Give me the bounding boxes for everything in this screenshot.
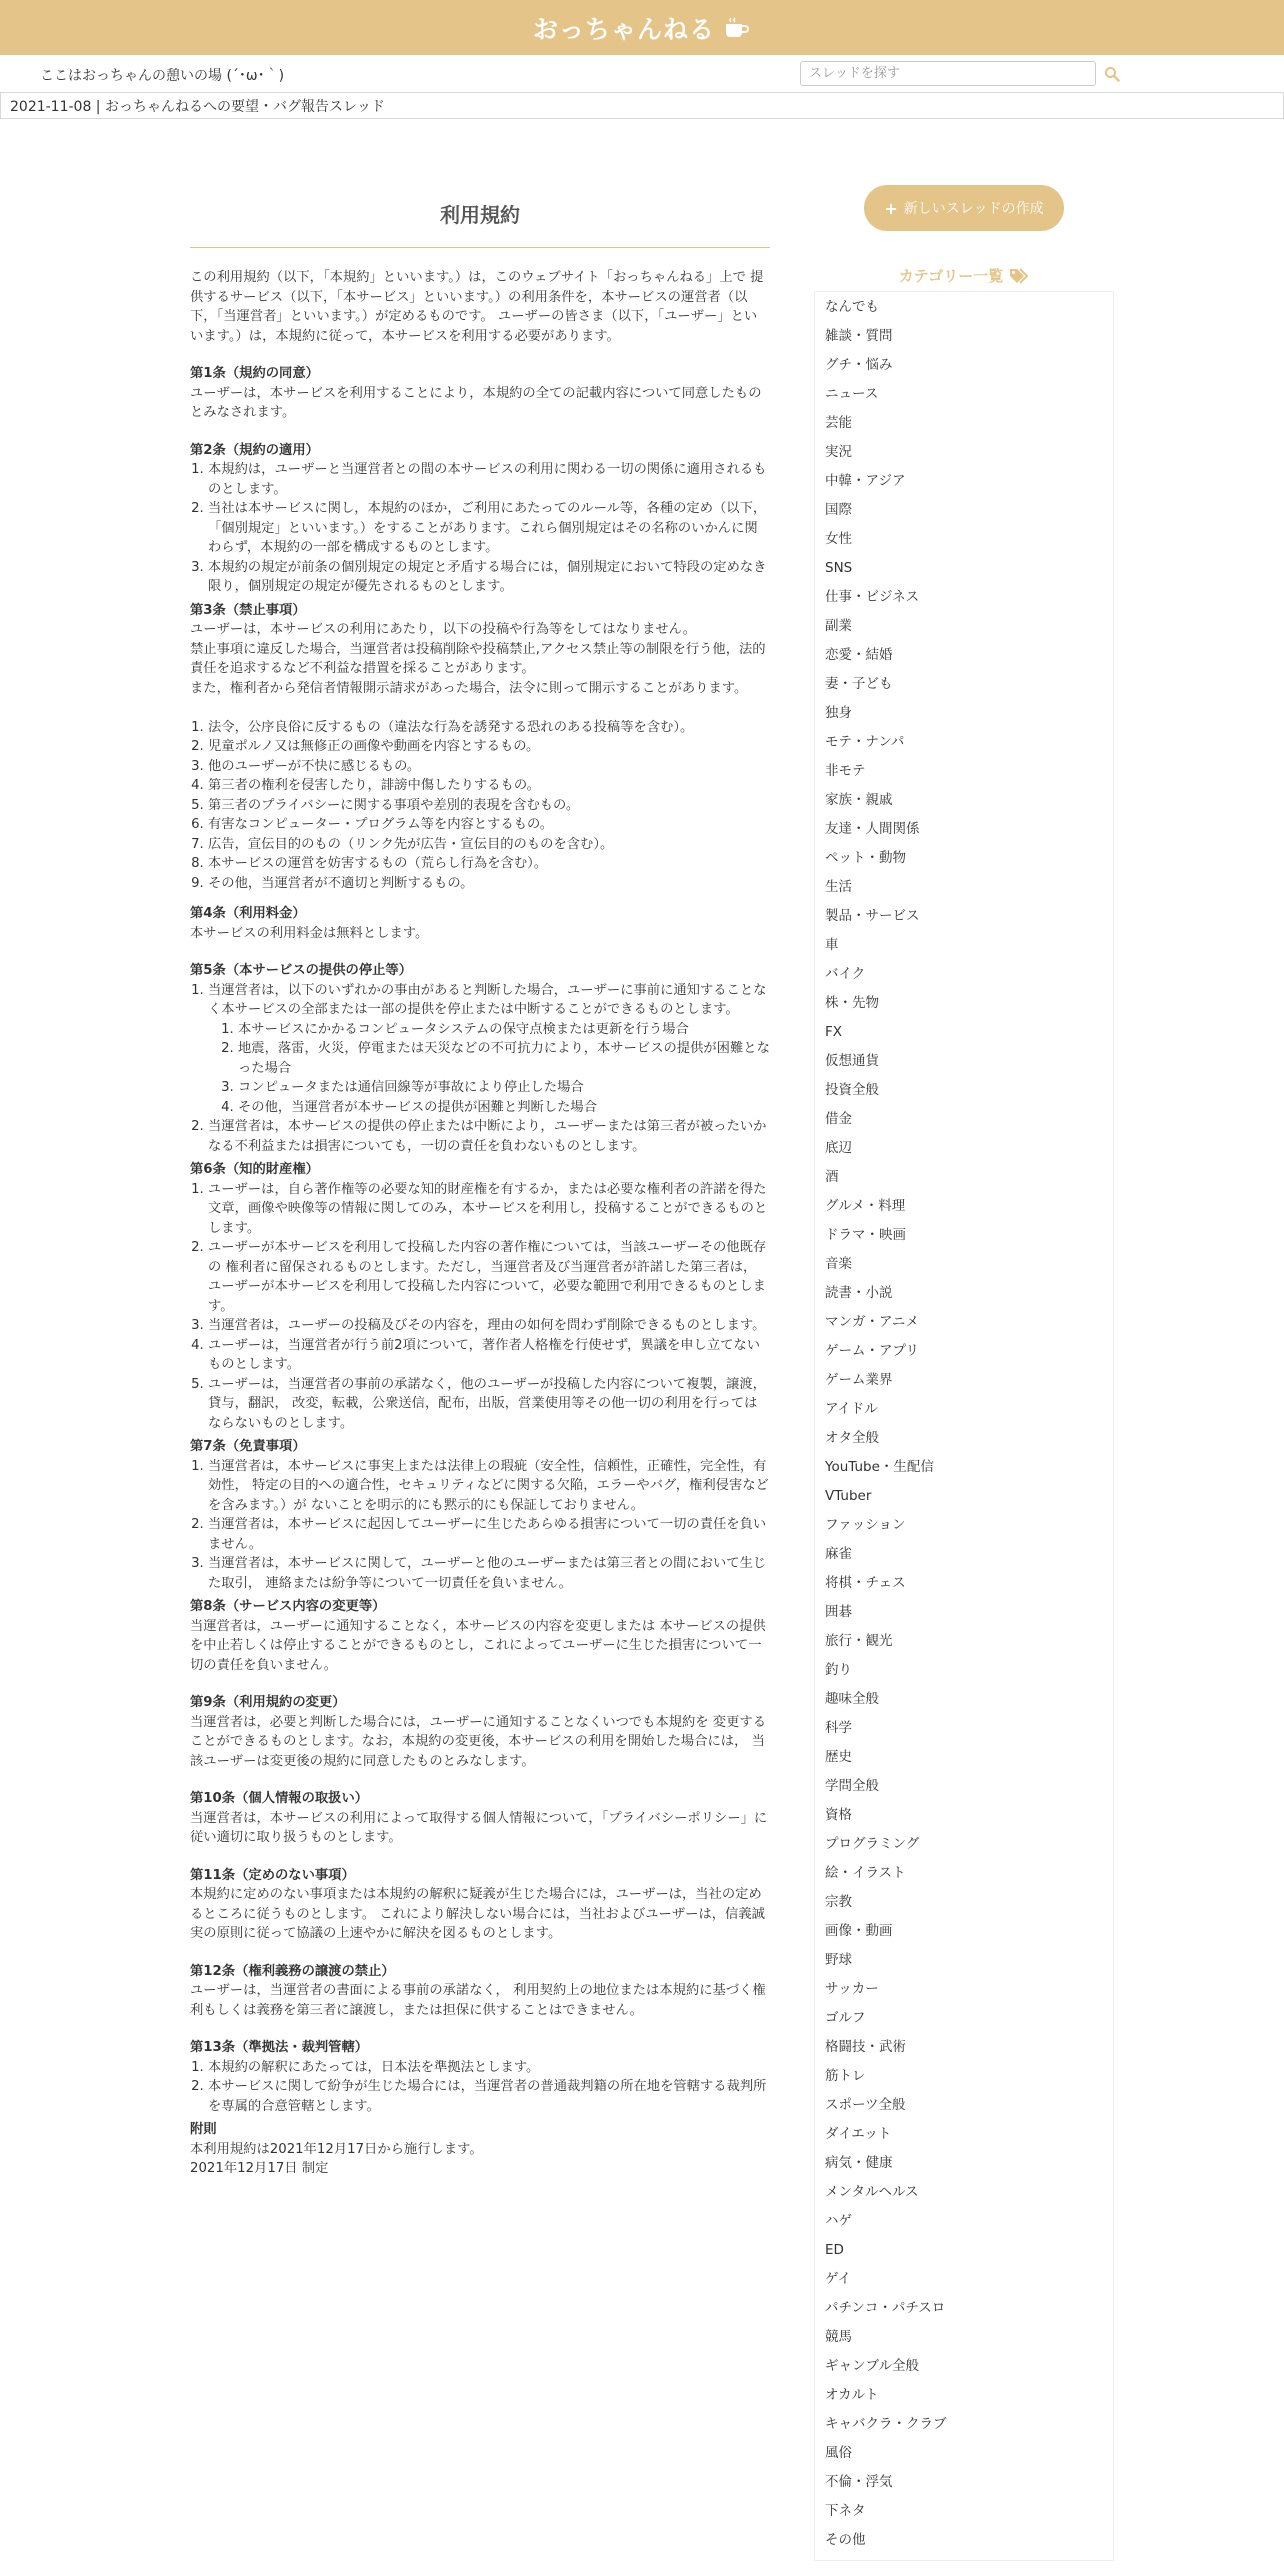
category-item[interactable]: アイドル	[825, 1401, 878, 1417]
category-item[interactable]: キャバクラ・クラブ	[825, 2416, 947, 2432]
category-item[interactable]: 筋トレ	[825, 2068, 866, 2084]
list-item: 3. コンピュータまたは通信回線等が事故により停止した場合	[238, 1078, 770, 1098]
list-item: 3. 他のユーザーが不快に感じるもの。	[208, 757, 770, 777]
category-item[interactable]: 科学	[825, 1720, 852, 1736]
category-item[interactable]: 学問全般	[825, 1778, 879, 1794]
category-heading: カテゴリー一覧	[814, 265, 1114, 286]
category-item[interactable]: 製品・サービス	[825, 908, 920, 924]
article-title: 第4条（利用料金）	[190, 906, 306, 921]
category-item[interactable]: 旅行・観光	[825, 1633, 893, 1649]
category-item[interactable]: プログラミング	[825, 1836, 920, 1852]
list-item: 1. ユーザーは，自ら著作権等の必要な知的財産権を有するか，または必要な権利者の許諾を得た文章，画像や映像等の情報に関してのみ，本サービスを利用し，投稿することができるものとします。	[208, 1180, 770, 1239]
article-6	[190, 1160, 770, 1433]
article-9	[190, 1693, 770, 1771]
list-item: 5. 第三者のプライバシーに関する事項や差別的表現を含むもの。	[208, 796, 770, 816]
category-item[interactable]: 女性	[825, 531, 852, 547]
category-item[interactable]: ゲイ	[825, 2271, 852, 2287]
category-item[interactable]: 中韓・アジア	[825, 473, 906, 489]
list-item: 1. 当運営者は，本サービスに事実上または法律上の瑕疵（安全性，信頼性，正確性，完全性，有効性， 特定の目的への適合性，セキュリティなどに関する欠陥，エラーやバグ，権利侵害などを含みます。）が ないことを明示的にも黙示的にも保証しておりません。	[208, 1457, 770, 1516]
category-item[interactable]: 病気・健康	[825, 2155, 893, 2171]
category-item[interactable]: なんでも	[825, 299, 879, 315]
article-4	[190, 904, 770, 943]
article-5	[190, 961, 770, 1156]
category-item[interactable]: ニュース	[825, 386, 879, 402]
category-item[interactable]: ゲーム・アプリ	[825, 1343, 919, 1359]
category-item[interactable]: 底辺	[825, 1140, 852, 1156]
article-body: また，権利者から発信者情報開示請求があった場合，法令に則って開示することがあります。	[190, 680, 748, 696]
category-item[interactable]: 釣り	[825, 1662, 852, 1678]
article-title: 第8条（サービス内容の変更等）	[190, 1599, 386, 1614]
category-item[interactable]: バイク	[825, 966, 866, 982]
list-item: 6. 有害なコンピューター・プログラム等を内容とするもの。	[208, 815, 770, 835]
category-item[interactable]: オタ全般	[825, 1430, 879, 1446]
list-item: 1. 本規約は，ユーザーと当運営者との間の本サービスの利用に関わる一切の関係に適用されるものとします。	[208, 460, 770, 499]
category-item[interactable]: FX	[825, 1024, 843, 1040]
category-item[interactable]: 読書・小説	[825, 1285, 893, 1301]
category-item[interactable]: 恋愛・結婚	[825, 647, 893, 663]
category-item[interactable]: 趣味全般	[825, 1691, 879, 1707]
list-item: 3. 本規約の規定が前条の個別規定の規定と矛盾する場合には，個別規定において特段の定めなき限り，個別規定の規定が優先されるものとします。	[208, 558, 770, 597]
terms-content	[190, 119, 770, 2179]
article-body: 本規約に定めのない事項または本規約の解釈に疑義が生じた場合には，ユーザーは，当社の定めるところに従うものとします。 これにより解決しない場合には，当社およびユーザーは，信義誠実の原則に従って協議の上速やかに解決を図るものとします。	[190, 1887, 765, 1941]
search-form	[800, 61, 1120, 86]
list-item: 4. 第三者の権利を侵害したり，誹謗中傷したりするもの。	[208, 776, 770, 796]
article-title: 第6条（知的財産権）	[190, 1162, 319, 1177]
category-item[interactable]: 歴史	[825, 1749, 852, 1765]
category-item[interactable]: ゲーム業界	[825, 1372, 893, 1388]
list-item: 2. 当運営者は，本サービスの提供の停止または中断により，ユーザーまたは第三者が被ったいかなる不利益または損害についても，一切の責任を負わないものとします。	[208, 1117, 770, 1156]
search-icon[interactable]	[1104, 66, 1120, 82]
category-list	[814, 291, 1114, 2561]
category-item[interactable]: SNS	[825, 560, 853, 576]
article-body: 本利用規約は2021年12月17日から施行します。	[190, 2141, 483, 2157]
category-item[interactable]: 独身	[825, 705, 852, 721]
category-item[interactable]: オカルト	[825, 2387, 879, 2403]
list-item: 2. 本サービスに関して紛争が生じた場合には，当運営者の普通裁判籍の所在地を管轄する裁判所を専属的合意管轄とします。	[208, 2077, 770, 2116]
site-title: おっちゃんねる	[532, 14, 715, 44]
category-item[interactable]: 実況	[825, 444, 852, 460]
category-item[interactable]: 雑談・質問	[825, 328, 893, 344]
list-item: 2. 当運営者は，本サービスに起因してユーザーに生じたあらゆる損害について一切の責任を負いません。	[208, 1515, 770, 1554]
category-item[interactable]: 仕事・ビジネス	[825, 589, 920, 605]
list-item: 2. 地震，落雷，火災，停電または天災などの不可抗力により，本サービスの提供が困難となった場合	[238, 1039, 770, 1078]
article-title: 第1条（規約の同意）	[190, 366, 319, 381]
category-item[interactable]: 仮想通貨	[825, 1053, 879, 1069]
page-title: 利用規約	[440, 203, 520, 227]
title-divider	[190, 247, 770, 248]
site-title-link[interactable]	[533, 10, 751, 46]
site-header	[0, 0, 1284, 55]
category-item[interactable]: ドラマ・映画	[825, 1227, 906, 1243]
category-item[interactable]: 下ネタ	[825, 2503, 866, 2519]
coffee-cup-icon	[723, 16, 751, 40]
list-item: 1. 本規約の解釈にあたっては，日本法を準拠法とします。	[208, 2058, 770, 2078]
article-body: ユーザーは，当運営者の書面による事前の承諾なく， 利用契約上の地位または本規約に基づく権利もしくは義務を第三者に譲渡し，または担保に供することはできません。	[190, 1983, 766, 2018]
list-item: 3. 当運営者は，本サービスに関して，ユーザーと他のユーザーまたは第三者との間において生じた取引， 連絡または紛争等について一切責任を負いません。	[208, 1554, 770, 1593]
category-item[interactable]: サッカー	[825, 1981, 879, 1997]
category-item[interactable]: 車	[825, 937, 839, 953]
search-input[interactable]	[800, 61, 1096, 86]
article-12	[190, 1962, 770, 2021]
list-item: 2. ユーザーが本サービスを利用して投稿した内容の著作権については，当該ユーザーその他既存の 権利者に留保されるものとします。ただし，当運営者及び当運営者が許諾した第三者は， ユーザーが本サービスを利用して投稿した内容について，必要な範囲で利用できるものとします。	[208, 1238, 770, 1316]
list-item: 3. 当運営者は，ユーザーの投稿及びその内容を，理由の如何を問わず削除できるものとします。	[208, 1316, 770, 1336]
article-title: 附則	[190, 2122, 217, 2137]
list-item: 9. その他，当運営者が不適切と判断するもの。	[208, 874, 770, 894]
article-body: 2021年12月17日 制定	[190, 2161, 329, 2176]
article-3	[190, 601, 770, 894]
category-item[interactable]: 借金	[825, 1111, 852, 1127]
list-item: 4. ユーザーは，当運営者が行う前2項について，著作者人格権を行使せず，異議を申し立てないものとします。	[208, 1336, 770, 1375]
category-item[interactable]: ダイエット	[825, 2126, 892, 2142]
category-item[interactable]: 風俗	[825, 2445, 852, 2461]
category-item[interactable]: モテ・ナンパ	[825, 734, 905, 750]
category-item[interactable]: ファッション	[825, 1517, 906, 1533]
category-item[interactable]: 将棋・チェス	[825, 1575, 906, 1591]
notice-link[interactable]: 2021-11-08 | おっちゃんねるへの要望・バグ報告スレッド	[10, 98, 385, 115]
article-body: 禁止事項に違反した場合，当運営者は投稿削除や投稿禁止,アクセス禁止等の制限を行う他，法的責任を追求するなど不利益な措置を採ることがあります。	[190, 641, 766, 676]
article-10	[190, 1789, 770, 1848]
list-item: 7. 広告，宣伝目的のもの（リンク先が広告・宣伝目的のものを含む）。	[208, 835, 770, 855]
new-thread-button[interactable]	[864, 185, 1064, 231]
article-title: 第2条（規約の適用）	[190, 442, 319, 458]
list-item: 1. 法令，公序良俗に反するもの（違法な行為を誘発する恐れのある投稿等を含む）。	[208, 718, 770, 738]
category-item[interactable]: ゴルフ	[825, 2010, 866, 2026]
new-thread-label: 新しいスレッドの作成	[903, 201, 1044, 217]
article-2	[190, 441, 770, 597]
category-item[interactable]: 酒	[825, 1169, 839, 1185]
list-item: 8. 本サービスの運営を妨害するもの（荒らし行為を含む）。	[208, 854, 770, 874]
category-item[interactable]: 野球	[825, 1952, 852, 1968]
plus-icon: +	[884, 198, 898, 218]
intro-paragraph: この利用規約（以下，「本規約」といいます。）は，このウェブサイト「おっちゃんねる」上で 提供するサービス（以下，「本サービス」といいます。）の利用条件を，本サービスの運営者（以下，「当運営者」といいます。）が定めるものです。 ユーザーの皆さま（以下，「ユーザー」といいます。）は，本規約に従って，本サービスを利用する必要があります。	[190, 270, 764, 344]
category-item[interactable]: 格闘技・武術	[825, 2039, 906, 2055]
category-item[interactable]: 画像・動画	[825, 1923, 893, 1939]
category-item[interactable]: メンタルヘルス	[825, 2184, 919, 2200]
list-item: 1. 当運営者は，以下のいずれかの事由があると判断した場合，ユーザーに事前に通知することなく本サービスの全部または一部の提供を停止または中断することができるものとします。 1. 本サービスにかかるコンピュータシステムの保守点検または更新を行う場合 2. 地震，落雷，火災，停電または天災などの不可抗力により，本サービスの提供が困難となった場合 3. コンピュータまたは通信回線等が事故により停止した場合 4. その他，当運営者が本サービスの提供が困難と判断した場合	[208, 981, 770, 1118]
category-item[interactable]: ハゲ	[825, 2213, 852, 2229]
article-title: 第11条（定めのない事項）	[190, 1867, 355, 1883]
tagline: ここはおっちゃんの憩いの場 (´･ω･｀)	[40, 68, 285, 84]
category-item[interactable]: 副業	[825, 618, 852, 634]
category-item[interactable]: 競馬	[825, 2329, 852, 2345]
article-8	[190, 1597, 770, 1675]
article-body: 当運営者は，本サービスの利用によって取得する個人情報について，「プライバシーポリシー」に従い適切に取り扱うものとします。	[190, 1810, 768, 1845]
category-item[interactable]: 国際	[825, 502, 852, 518]
category-item[interactable]: 麻雀	[825, 1546, 852, 1562]
article-body: ユーザーは，本サービスを利用することにより，本規約の全ての記載内容について同意したものとみなされます。	[190, 385, 762, 420]
appendix	[190, 2120, 770, 2179]
category-item[interactable]: 不倫・浮気	[825, 2474, 893, 2490]
article-11	[190, 1866, 770, 1944]
category-item[interactable]: 生活	[825, 879, 852, 895]
category-item[interactable]: 芸能	[825, 415, 852, 431]
article-title: 第5条（本サービスの提供の停止等）	[190, 963, 413, 978]
list-item: 2. 児童ポルノ又は無修正の画像や動画を内容とするもの。	[208, 737, 770, 757]
article-7	[190, 1437, 770, 1593]
category-item[interactable]: 音楽	[825, 1256, 852, 1272]
category-item[interactable]: マンガ・アニメ	[825, 1314, 919, 1330]
notice-bar[interactable]	[0, 92, 1284, 119]
article-title: 第3条（禁止事項）	[190, 602, 306, 618]
article-title: 第9条（利用規約の変更）	[190, 1695, 346, 1710]
category-item[interactable]: VTuber	[825, 1488, 872, 1504]
category-item[interactable]: 家族・親戚	[825, 792, 893, 808]
category-item[interactable]: 囲碁	[825, 1604, 852, 1620]
sub-header	[0, 55, 1284, 92]
category-item[interactable]: YouTube・生配信	[825, 1459, 934, 1475]
category-item[interactable]: ギャンブル全般	[825, 2358, 919, 2374]
article-body: ユーザーは，本サービスの利用にあたり，以下の投稿や行為等をしてはなりません。	[190, 622, 697, 637]
category-item[interactable]: パチンコ・パチスロ	[825, 2300, 946, 2316]
list-item: 5. ユーザーは，当運営者の事前の承諾なく，他のユーザーが投稿した内容について複製，譲渡，貸与，翻訳， 改変，転載，公衆送信，配布，出版，営業使用等その他一切の利用を行ってはならないものとします。	[208, 1375, 770, 1434]
category-item[interactable]: 友達・人間関係	[825, 821, 920, 837]
article-13	[190, 2038, 770, 2116]
list-item: 4. その他，当運営者が本サービスの提供が困難と判断した場合	[238, 1098, 770, 1118]
category-item[interactable]: グルメ・料理	[825, 1198, 906, 1214]
article-body: 当運営者は，ユーザーに通知することなく，本サービスの内容を変更しまたは 本サービスの提供を中止若しくは停止することができるものとし，これによってユーザーに生じた損害について一切の責任を負いません。	[190, 1618, 766, 1673]
article-title: 第13条（準拠法・裁判管轄）	[190, 2040, 369, 2055]
article-title: 第12条（権利義務の譲渡の禁止）	[190, 1963, 395, 1979]
article-1	[190, 364, 770, 423]
category-item[interactable]: スポーツ全般	[825, 2097, 906, 2113]
category-item[interactable]: グチ・悩み	[825, 357, 893, 373]
list-item: 1. 本サービスにかかるコンピュータシステムの保守点検または更新を行う場合	[238, 1020, 770, 1040]
category-item[interactable]: 絵・イラスト	[825, 1865, 906, 1881]
article-body: 当運営者は，必要と判断した場合には，ユーザーに通知することなくいつでも本規約を 変更することができるものとします。なお，本規約の変更後，本サービスの利用を開始した場合には， 当該ユーザーは変更後の規約に同意したものとみなします。	[190, 1714, 766, 1769]
category-item[interactable]: その他	[825, 2532, 866, 2548]
category-item[interactable]: 資格	[825, 1807, 852, 1823]
article-title: 第7条（免責事項）	[190, 1439, 306, 1454]
category-item[interactable]: ペット・動物	[825, 850, 906, 866]
article-body: 本サービスの利用料金は無料とします。	[190, 925, 429, 941]
category-item[interactable]: 妻・子ども	[825, 676, 893, 692]
category-item[interactable]: 投資全般	[825, 1082, 879, 1098]
article-title: 第10条（個人情報の取扱い）	[190, 1791, 369, 1806]
tags-icon	[1009, 268, 1029, 284]
category-item[interactable]: ED	[825, 2242, 844, 2258]
category-item[interactable]: 株・先物	[825, 995, 879, 1011]
category-item[interactable]: 非モテ	[825, 763, 866, 779]
list-item: 2. 当社は本サービスに関し，本規約のほか，ご利用にあたってのルール等，各種の定め（以下，「個別規定」といいます。）をすることがあります。これら個別規定はその名称のいかんに関わらず，本規約の一部を構成するものとします。	[208, 499, 770, 558]
category-item[interactable]: 宗教	[825, 1894, 852, 1910]
